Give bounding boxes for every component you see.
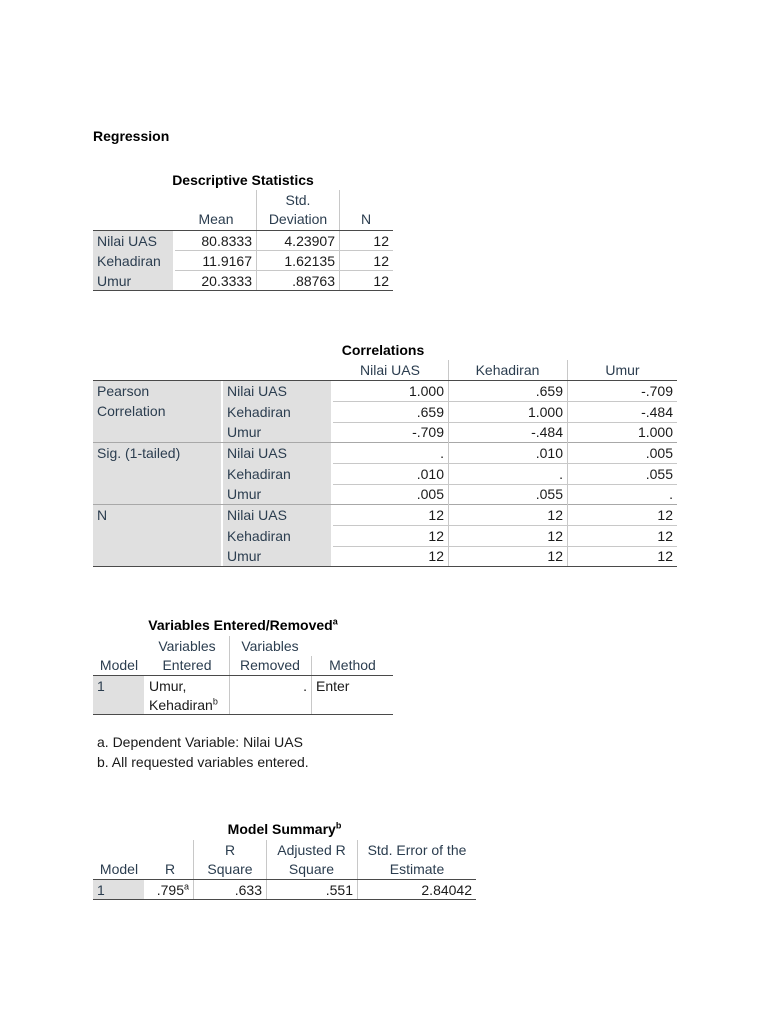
corr-value: 1.000 — [527, 404, 563, 420]
ms-model-header: Model — [99, 861, 139, 877]
corr-value: .005 — [416, 486, 444, 502]
corr-value: 12 — [657, 507, 673, 523]
footnote-a: a. Dependent Variable: Nilai UAS — [97, 734, 303, 750]
ms-rsq-header-top: R — [224, 842, 236, 858]
std-header-bottom: Deviation — [268, 211, 328, 227]
removed-value: . — [303, 678, 307, 694]
desc-row-label: Kehadiran — [93, 251, 173, 271]
desc-n-value: 12 — [373, 273, 389, 289]
removed-header-bottom: Removed — [240, 657, 300, 673]
desc-mean-value: 80.8333 — [201, 233, 252, 249]
corr-value: 12 — [547, 507, 563, 523]
ms-adj-header-top: Adjusted R — [277, 842, 346, 858]
group-label-pearson: Pearson — [97, 383, 150, 399]
corr-value: 12 — [657, 548, 673, 564]
corr-value: .659 — [416, 404, 444, 420]
desc-sd-value: 1.62135 — [284, 253, 335, 269]
corr-value: . — [669, 486, 673, 502]
corr-value: -.709 — [641, 383, 673, 399]
model-number: 1 — [97, 678, 105, 694]
corr-var-label: Kehadiran — [227, 466, 291, 482]
desc-sd-value: .88763 — [292, 273, 335, 289]
desc-mean-value: 20.3333 — [201, 273, 252, 289]
n-header: N — [360, 211, 372, 227]
ms-se-header-bottom: Estimate — [389, 861, 445, 877]
correlations-title: Correlations — [341, 342, 425, 358]
variables-title: Variables Entered/Removed$^a$ — [148, 616, 338, 633]
desc-mean-value: 11.9167 — [202, 253, 252, 269]
footnote-b: b. All requested variables entered. — [97, 754, 309, 770]
group-label-n: N — [97, 507, 108, 523]
entered-header-top: Variables — [158, 638, 216, 654]
group-label-sig: Sig. (1-tailed) — [97, 445, 181, 461]
corr-value: 12 — [547, 548, 563, 564]
corr-var-label: Kehadiran — [227, 404, 291, 420]
ms-adj-value: .551 — [325, 882, 353, 898]
corr-value: 12 — [428, 528, 444, 544]
corr-value: 12 — [657, 528, 673, 544]
corr-var-label: Nilai UAS — [227, 445, 287, 461]
entered-header-bottom: Entered — [162, 657, 212, 673]
model-summary-title: Model Summary$^b$ — [227, 820, 342, 837]
entered-value-line2: Kehadiran$^b$ — [149, 696, 218, 713]
removed-header-top: Variables — [241, 638, 299, 654]
method-header: Method — [329, 657, 376, 673]
desc-n-value: 12 — [373, 233, 389, 249]
ms-se-header-top: Std. Error of the — [367, 842, 467, 858]
corr-value: 1.000 — [637, 424, 673, 440]
ms-adj-header-bottom: Square — [288, 861, 335, 877]
corr-var-label: Nilai UAS — [227, 383, 287, 399]
desc-sd-value: 4.23907 — [284, 233, 335, 249]
ms-rsq-value: .633 — [234, 882, 262, 898]
ms-r-value: .795$^a$ — [156, 881, 189, 898]
corr-var-label: Nilai UAS — [227, 507, 287, 523]
corr-value: .055 — [645, 466, 673, 482]
descriptive-title: Descriptive Statistics — [172, 172, 314, 188]
corr-value: . — [559, 466, 563, 482]
model-header: Model — [99, 657, 139, 673]
corr-value: -.709 — [412, 424, 444, 440]
desc-row-label: Umur — [93, 271, 173, 291]
corr-value: .010 — [535, 445, 563, 461]
corr-value: -.484 — [641, 404, 673, 420]
ms-r-header: R — [164, 861, 176, 877]
desc-row-label: Nilai UAS — [93, 231, 173, 251]
std-header-top: Std. — [285, 192, 311, 208]
corr-value: 12 — [547, 528, 563, 544]
corr-var-label: Umur — [227, 548, 262, 564]
corr-value: 12 — [428, 507, 444, 523]
ms-se-value: 2.84042 — [421, 882, 472, 898]
corr-var-label: Umur — [227, 486, 262, 502]
ms-model-number: 1 — [97, 882, 105, 898]
corr-col-header: Kehadiran — [475, 362, 540, 378]
corr-value: 1.000 — [408, 383, 444, 399]
corr-value: .005 — [645, 445, 673, 461]
corr-value: .010 — [416, 466, 444, 482]
corr-value: 12 — [428, 548, 444, 564]
desc-n-value: 12 — [373, 253, 389, 269]
group-label-pearson-line2: Correlation — [97, 403, 166, 419]
corr-col-header: Nilai UAS — [360, 362, 420, 378]
corr-value: . — [440, 445, 444, 461]
method-value: Enter — [316, 678, 350, 694]
ms-rsq-header-bottom: Square — [207, 861, 253, 877]
corr-col-header: Umur — [605, 362, 640, 378]
corr-var-label: Umur — [227, 424, 262, 440]
mean-header: Mean — [198, 211, 234, 227]
corr-value: .055 — [535, 486, 563, 502]
corr-var-label: Kehadiran — [227, 528, 291, 544]
corr-value: .659 — [535, 383, 563, 399]
page-heading: Regression — [93, 128, 170, 144]
corr-value: -.484 — [531, 424, 563, 440]
entered-value-line1: Umur, — [149, 678, 187, 694]
